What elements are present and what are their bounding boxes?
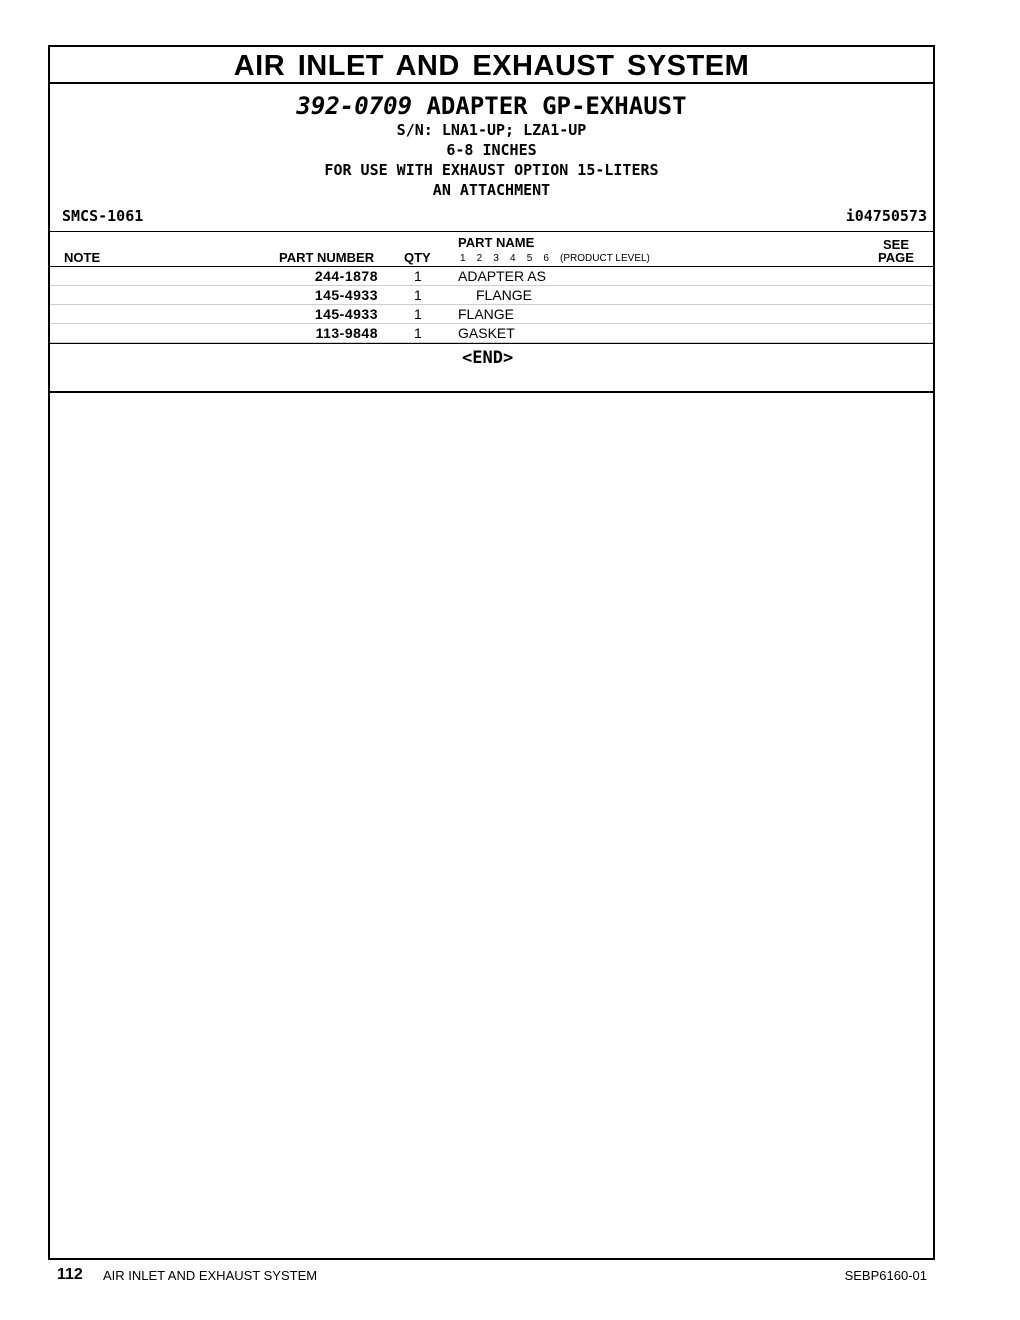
col-see: SEE bbox=[883, 237, 910, 252]
part-qty: 1 bbox=[414, 268, 422, 284]
end-marker: <END> bbox=[462, 348, 514, 368]
page-number: 112 bbox=[57, 1266, 83, 1283]
end-of-list bbox=[50, 343, 933, 396]
group-usage-line: FOR USE WITH EXHAUST OPTION 15-LITERS bbox=[324, 161, 659, 179]
col-part-name: PART NAME bbox=[458, 235, 535, 250]
section-divider bbox=[50, 391, 933, 393]
part-qty: 1 bbox=[414, 306, 422, 322]
col-part-number: PART NUMBER bbox=[279, 250, 375, 265]
table-header bbox=[50, 231, 933, 267]
group-size-line: 6-8 INCHES bbox=[446, 141, 537, 159]
part-number: 244-1878 bbox=[314, 268, 378, 284]
footer-title: AIR INLET AND EXHAUST SYSTEM bbox=[103, 1268, 318, 1283]
group-name: ADAPTER GP-EXHAUST bbox=[426, 92, 687, 120]
col-product-levels: 1 2 3 4 5 6 (PRODUCT LEVEL) bbox=[460, 253, 650, 264]
group-attachment-line: AN ATTACHMENT bbox=[432, 181, 551, 199]
group-number: 392-0709 bbox=[296, 92, 413, 120]
document-id: SEBP6160-01 bbox=[844, 1268, 927, 1283]
parts-page-frame bbox=[48, 45, 935, 1260]
identifier-row bbox=[50, 205, 933, 231]
col-note: NOTE bbox=[64, 250, 101, 265]
illustration-id: i04750573 bbox=[845, 207, 927, 225]
group-title bbox=[50, 92, 933, 120]
part-name: FLANGE bbox=[476, 287, 533, 303]
part-qty: 1 bbox=[414, 325, 422, 341]
col-page: PAGE bbox=[878, 250, 914, 265]
part-name: GASKET bbox=[458, 325, 515, 341]
part-name: ADAPTER AS bbox=[458, 268, 546, 284]
table-row bbox=[50, 324, 933, 343]
part-number: 145-4933 bbox=[314, 306, 378, 322]
part-number: 145-4933 bbox=[314, 287, 378, 303]
table-row bbox=[50, 305, 933, 324]
smcs-code: SMCS-1061 bbox=[62, 207, 144, 225]
table-row bbox=[50, 267, 933, 286]
parts-list bbox=[50, 267, 933, 343]
table-row bbox=[50, 286, 933, 305]
col-qty: QTY bbox=[404, 250, 431, 265]
group-serial-line: S/N: LNA1-UP; LZA1-UP bbox=[396, 121, 587, 139]
part-name: FLANGE bbox=[458, 306, 515, 322]
page-footer bbox=[57, 1266, 927, 1288]
part-qty: 1 bbox=[414, 287, 422, 303]
section-title: AIR INLET AND EXHAUST SYSTEM bbox=[50, 47, 933, 84]
part-number: 113-9848 bbox=[315, 325, 378, 341]
group-header bbox=[50, 92, 933, 200]
